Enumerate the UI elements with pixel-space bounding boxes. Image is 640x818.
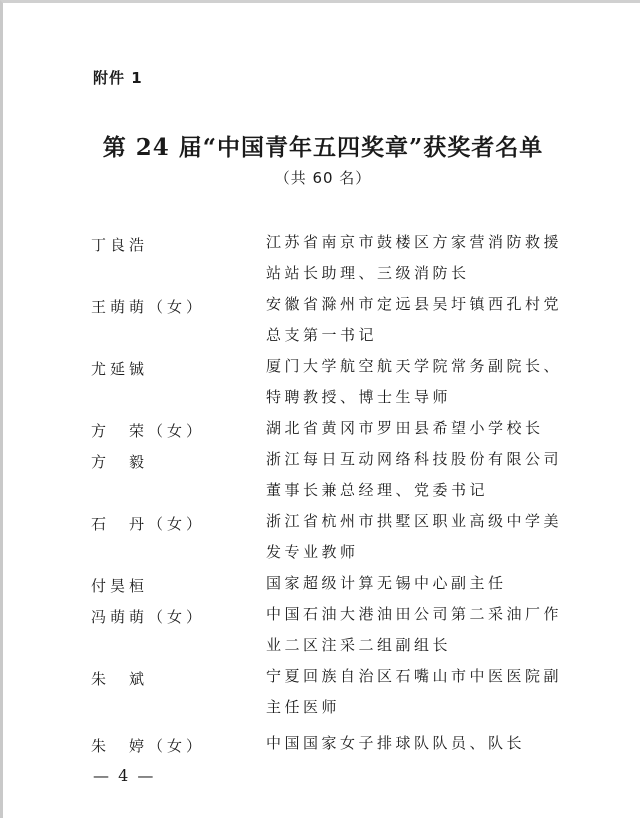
awardee-name: 方 毅 (91, 453, 149, 471)
awardee-name: 尤延铖 (91, 360, 149, 378)
awardee-description: 湖北省黄冈市罗田县希望小学校长 (266, 419, 544, 437)
awardee-name: 方 荣（女） (91, 422, 206, 440)
page-subtitle: （共 60 名） (274, 169, 372, 187)
attachment-label: 附件 1 (93, 69, 143, 87)
awardee-description: 浙江每日互动网络科技股份有限公司董事长兼总经理、党委书记 (266, 450, 563, 499)
awardee-name: 朱 斌 (91, 670, 149, 688)
page-title: 第 24 届“中国青年五四奖章”获奖者名单 (102, 134, 544, 161)
awardee-name: 王萌萌（女） (91, 298, 206, 316)
awardee-description: 安徽省滁州市定远县吴圩镇西孔村党总支第一书记 (266, 295, 563, 344)
awardee-description: 中国石油大港油田公司第二采油厂作业二区注采二组副组长 (266, 605, 563, 654)
awardee-description: 浙江省杭州市拱墅区职业高级中学美发专业教师 (266, 512, 563, 561)
awardee-name: 石 丹（女） (91, 515, 206, 533)
awardee-name: 冯萌萌（女） (91, 608, 206, 626)
awardee-description: 宁夏回族自治区石嘴山市中医医院副主任医师 (266, 667, 563, 716)
page-number: — 4 — (93, 766, 156, 785)
awardee-description: 中国国家女子排球队队员、队长 (266, 734, 526, 752)
awardee-name: 丁良浩 (91, 236, 149, 254)
awardee-description: 厦门大学航空航天学院常务副院长、特聘教授、博士生导师 (266, 357, 563, 406)
awardee-description: 江苏省南京市鼓楼区方家营消防救援站站长助理、三级消防长 (266, 233, 563, 282)
awardee-name: 付昊桓 (91, 577, 149, 595)
awardee-name: 朱 婷（女） (91, 737, 206, 755)
awardee-description: 国家超级计算无锡中心副主任 (266, 574, 507, 592)
